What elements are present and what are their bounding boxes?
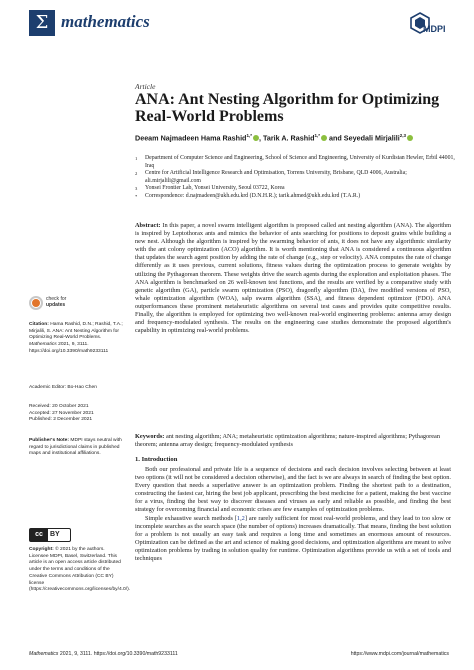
author-list: Deeam Najmadeen Hama Rashid$^{1,*}$ , Tarik A. Rashid$^{1,*}$ and Seyedali Mirjalili$^{2,3}$ xyxy=(135,133,455,142)
publisher-note xyxy=(29,438,125,458)
citation-block xyxy=(29,322,125,356)
journal-header xyxy=(29,10,449,36)
academic-editor: Academic Editor: Bo-Hao Chen xyxy=(29,385,97,390)
article-title xyxy=(135,91,455,125)
published-date: Published: 2 December 2021 xyxy=(29,417,93,423)
publisher-name: MDPI xyxy=(423,24,446,34)
section-heading-introduction: 1. Introduction xyxy=(135,456,178,463)
author-1-affil: 1,* xyxy=(246,133,252,138)
orcid-icon[interactable] xyxy=(321,135,327,141)
journal-logo-icon: Σ xyxy=(29,10,55,36)
correspondence: * Correspondence: d.najmadeen@ukh.edu.krd (D.N.H.R.); tarik.ahmed@ukh.edu.krd (T.A.R.) xyxy=(135,192,361,199)
footer-citation: Mathematics 2021, 9, 3111. https://doi.org/10.3390/math9233111 xyxy=(29,651,178,657)
introduction-body xyxy=(135,466,451,563)
article-type-label: Article xyxy=(135,82,156,91)
check-for-updates-badge[interactable]: check for updates xyxy=(29,296,69,318)
copyright-text: © 2021 by the authors. Licensee MDPI, Basel, Switzerland. This article is an open access article distributed under the terms and conditions of the Creative Commons Attribution (CC BY) license (https://creativecommons.org/licenses/by/4.0/). xyxy=(29,547,131,593)
updates-icon xyxy=(29,296,43,310)
abstract-label: Abstract: xyxy=(135,222,161,229)
footer-journal-url[interactable]: https://www.mdpi.com/journal/mathematics xyxy=(350,651,449,657)
author-2[interactable]: Tarik A. Rashid xyxy=(262,133,315,143)
abstract xyxy=(135,222,451,335)
title-line-1: ANA: Ant Nesting Algorithm for Optimizing xyxy=(135,91,440,108)
publisher-note-text: MDPI stays neutral with regard to jurisdictional claims in published maps and institutional affiliations. xyxy=(29,438,122,457)
mdpi-logo xyxy=(409,12,449,34)
by-icon: BY xyxy=(50,531,60,538)
author-3[interactable]: Seyedali Mirjalili xyxy=(343,133,400,143)
dates-block xyxy=(29,404,125,424)
publisher-note-label: Publisher's Note: xyxy=(29,438,70,443)
cc-by-license-badge[interactable] xyxy=(29,528,71,542)
accepted-date: Accepted: 27 November 2021 xyxy=(29,410,94,416)
orcid-icon[interactable] xyxy=(253,135,259,141)
keywords-label: Keywords: xyxy=(135,433,165,440)
abstract-text: In this paper, a novel swarm intelligent algorithm is proposed called ant nesting algorithm (ANA). The algorithm is inspired by Leptothorax ants and mimics the behavior of ants searching for positions to deposit grains while building a new nest. Although the algorithm is inspired by the swarming behavior of ants, it does not have any algorithmic similarity with the ant colony optimization (ACO) algorithm. It is worth mentioning that ANA is considered a continuous algorithm that updates the search agent position by adding the rate of change (e.g., step or velocity). ANA computes the rate of change differently as it uses previous, current solutions, fitness values during the optimization process to generate weights by utilizing the Pythagorean theorem. These weights drive the search agents during the exploration and exploitation phases. The ANA algorithm is benchmarked on 26 well-known test functions, and the results are verified by a comparative study with genetic algorithm (GA), particle swarm optimization (PSO), dragonfly algorithm (DA), five modified versions of PSO, whale optimization algorithm (WOA), salp swarm algorithm (SSA), and fitness dependent optimizer (FDO). ANA outperformances these prominent metaheuristic algorithms on several test cases and provides quite competitive results. Finally, the algorithm is employed for optimizing two well-known real-world engineering problems: antenna array design and frequency-modulated synthesis. The results on the engineering case studies demonstrate the proposed algorithm's capability in optimizing real-world problems. xyxy=(135,222,451,335)
citation-doi[interactable]: 2021, 9, 3111. https://doi.org/10.3390/math9233111 xyxy=(29,342,109,354)
affiliations xyxy=(135,155,455,201)
affiliation-2: 2 Centre for Artificial Intelligence Research and Optimisation, Torrens University, Brisbane, QLD 4006, Australia; ali.mirjalili@gmail.com xyxy=(135,170,407,184)
affiliation-3: 3 Yonsei Frontier Lab, Yonsei University, Seoul 03722, Korea xyxy=(135,185,285,192)
copyright-block xyxy=(29,547,131,594)
citation-text: Hama Rashid, D.N.; Rashid, T.A.; Mirjalili, S. ANA: Ant Nesting Algorithm for Optimizing Real-World Problems. xyxy=(29,322,123,341)
author-2-affil: 1,* xyxy=(314,133,321,138)
intro-paragraph-2: Simple exhaustive search methods [1,2] are rarely sufficient for most real-world problems, and they lead to too slow or incomplete searches as the search space (the number of options) increases dramatically. That means, finding the best solution for a problem is not usually an easy task and requires a long time and sometimes an enormous amount of resources. Optimization can be defined as the art and science of making good decisions, and optimization algorithms are meant to solve optimization problems by trading in solution quality for runtime. Optimization algorithms provide us with a set of tools and techniques xyxy=(135,514,451,563)
reference-link-2[interactable]: 2 xyxy=(241,514,245,522)
copyright-label: Copyright: xyxy=(29,547,54,552)
author-3-affil: 2,3 xyxy=(399,133,406,138)
author-1[interactable]: Deeam Najmadeen Hama Rashid xyxy=(135,133,247,143)
title-line-2: Real-World Problems xyxy=(135,108,284,125)
citation-journal: Mathematics xyxy=(29,342,57,348)
citation-label: Citation: xyxy=(29,322,49,327)
keywords xyxy=(135,433,451,449)
keywords-text: ant nesting algorithm; ANA; metaheuristic optimization algorithms; nature-inspired algorithms; Pythagorean theorem; antenna array design; frequency-modulated synthesis xyxy=(135,433,441,449)
reference-link-1[interactable]: 1 xyxy=(236,514,241,522)
author-and: and xyxy=(329,133,342,143)
journal-name: mathematics xyxy=(61,12,150,31)
intro-paragraph-1: Both our professional and private life is a sequence of decisions and each decision involves selecting between at least two options (it will not be considered a decision otherwise), and the fact is we are always in search of finding the best option. Every question that needs a superlative answer is an optimization problem. Finding the shortest path to a destination, constructing the fastest car, hiring the best job applicant, prescribing the best medicine for a patient, making the best vaccine for a virus, finding the best way to discover diseases and viruses as early and reliable as possible, and finding the best strategy for overcoming financial and economic crises are few examples of optimization problems. xyxy=(135,466,451,514)
orcid-icon[interactable] xyxy=(407,135,413,141)
cc-icon: cc xyxy=(30,529,48,541)
received-date: Received: 20 October 2021 xyxy=(29,404,89,409)
affiliation-1: 1 Department of Computer Science and Engineering, School of Science and Engineering, University of Kurdistan Hewler, Erbil 44001, Iraq xyxy=(135,155,455,169)
